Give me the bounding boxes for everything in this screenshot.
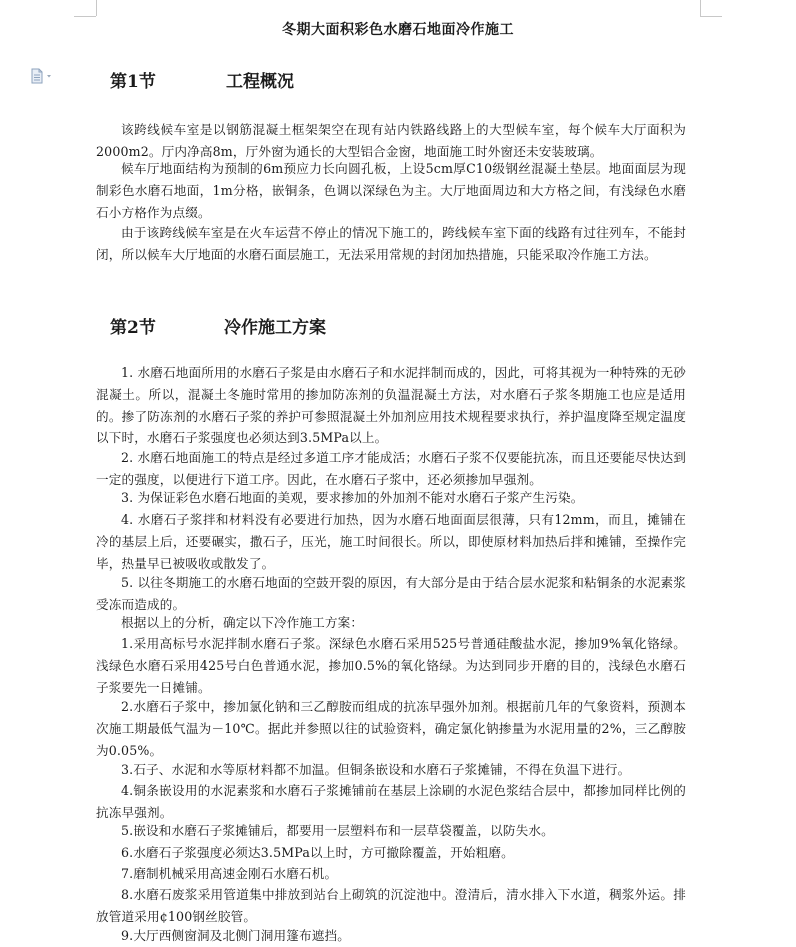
document-icon[interactable]	[30, 68, 54, 84]
margin-corner-mark	[700, 0, 701, 16]
section-number: 第1节	[110, 72, 156, 92]
paragraph: 由于该跨线候车室是在火车运营不停止的情况下施工的，跨线候车室下面的线路有过往列车，不能封闭，所以候车大厅地面的水磨石面层施工，无法采用常规的封闭加热措施，只能采取冷作施工方法。	[96, 225, 686, 262]
paragraph: 5. 以往冬期施工的水磨石地面的空鼓开裂的原因，有大部分是由于结合层水泥浆和粘铜条的水泥素浆受冻而造成的。	[96, 575, 686, 612]
section-number: 第2节	[110, 318, 156, 338]
margin-corner-mark	[700, 16, 722, 17]
paragraph: 根据以上的分析，确定以下冷作施工方案：	[121, 615, 364, 630]
paragraph: 2.水磨石子浆中，掺加氯化钠和三乙醇胺而组成的抗冻早强外加剂。根据前几年的气象资料，预测本次施工期最低气温为－10℃。据此并参照以往的试验资料，确定氯化钠掺量为水泥用量的2%，三乙醇胺为0.05%。	[96, 699, 686, 758]
paragraph: 3.石子、水泥和水等原材料都不加温。但铜条嵌设和水磨石子浆摊铺，不得在负温下进行。	[121, 762, 631, 777]
paragraph: 2. 水磨石地面施工的特点是经过多道工序才能成活；水磨石子浆不仅要能抗冻，而且还要能尽快达到一定的强度，以便进行下道工序。因此，在水磨石子浆中，还必须掺加早强剂。	[96, 450, 686, 487]
paragraph: 候车厅地面结构为预制的6m预应力长向圆孔板，上设5cm厚C10级钢丝混凝土垫层。地面面层为现制彩色水磨石地面，1m分格，嵌铜条，色调以深绿色为主。大厅地面周边和大方格之间，有浅绿色水磨石小方格作为点缀。	[96, 161, 686, 220]
section-heading	[110, 67, 294, 92]
paragraph: 8.水磨石废浆采用管道集中排放到站台上砌筑的沉淀池中。澄清后，清水排入下水道，稠浆外运。排放管道采用¢100钢丝胶管。	[96, 887, 686, 924]
margin-corner-mark	[96, 0, 97, 16]
margin-corner-mark	[74, 16, 96, 17]
paragraph: 5.嵌设和水磨石子浆摊铺后，都要用一层塑料布和一层草袋覆盖，以防失水。	[121, 823, 554, 838]
paragraph: 4. 水磨石子浆拌和材料没有必要进行加热，因为水磨石地面面层很薄，只有12mm，而且，摊铺在冷的基层上后，还要碾实，撒石子，压光，施工时间很长。所以，即使原材料加热后拌和摊铺，至操作完毕，热量早已被吸收或散发了。	[96, 512, 686, 571]
paragraph: 该跨线候车室是以钢筋混凝土框架架空在现有站内铁路线路上的大型候车室，每个候车大厅面积为2000m2。厅内净高8m，厅外窗为通长的大型铝合金窗，地面施工时外窗还未安装玻璃。	[96, 122, 686, 159]
paragraph: 3. 为保证彩色水磨石地面的美观，要求掺加的外加剂不能对水磨石子浆产生污染。	[121, 490, 584, 505]
section-heading	[110, 313, 326, 338]
paragraph: 6.水磨石子浆强度必须达3.5MPa以上时，方可撤除覆盖，开始粗磨。	[121, 845, 514, 860]
section-title: 冷作施工方案	[224, 318, 326, 338]
paragraph: 1.采用高标号水泥拌制水磨石子浆。深绿色水磨石采用525号普通硅酸盐水泥，掺加9%氧化铬绿。浅绿色水磨石采用425号白色普通水泥，掺加0.5%的氧化铬绿。为达到同步开磨的目的，浅绿色水磨石子浆要先一日摊铺。	[96, 636, 686, 695]
paragraph: 9.大厅西侧窗洞及北侧门洞用篷布遮挡。	[121, 928, 350, 943]
section-title: 工程概况	[226, 72, 294, 92]
paragraph: 7.磨制机械采用高速金刚石水磨石机。	[121, 866, 338, 881]
paragraph: 4.铜条嵌设用的水泥素浆和水磨石子浆摊铺前在基层上涂刷的水泥色浆结合层中，都掺加同样比例的抗冻早强剂。	[96, 783, 686, 820]
paragraph: 1. 水磨石地面所用的水磨石子浆是由水磨石子和水泥拌制而成的，因此，可将其视为一种特殊的无砂混凝土。所以，混凝土冬施时常用的掺加防冻剂的负温混凝土方法，对水磨石子浆冬期施工也应是适用的。掺了防冻剂的水磨石子浆的养护可参照混凝土外加剂应用技术规程要求执行，养护温度降至规定温度以下时，水磨石子浆强度也必须达到3.5MPa以上。	[96, 365, 686, 446]
document-title: 冬期大面积彩色水磨石地面冷作施工	[282, 22, 514, 38]
